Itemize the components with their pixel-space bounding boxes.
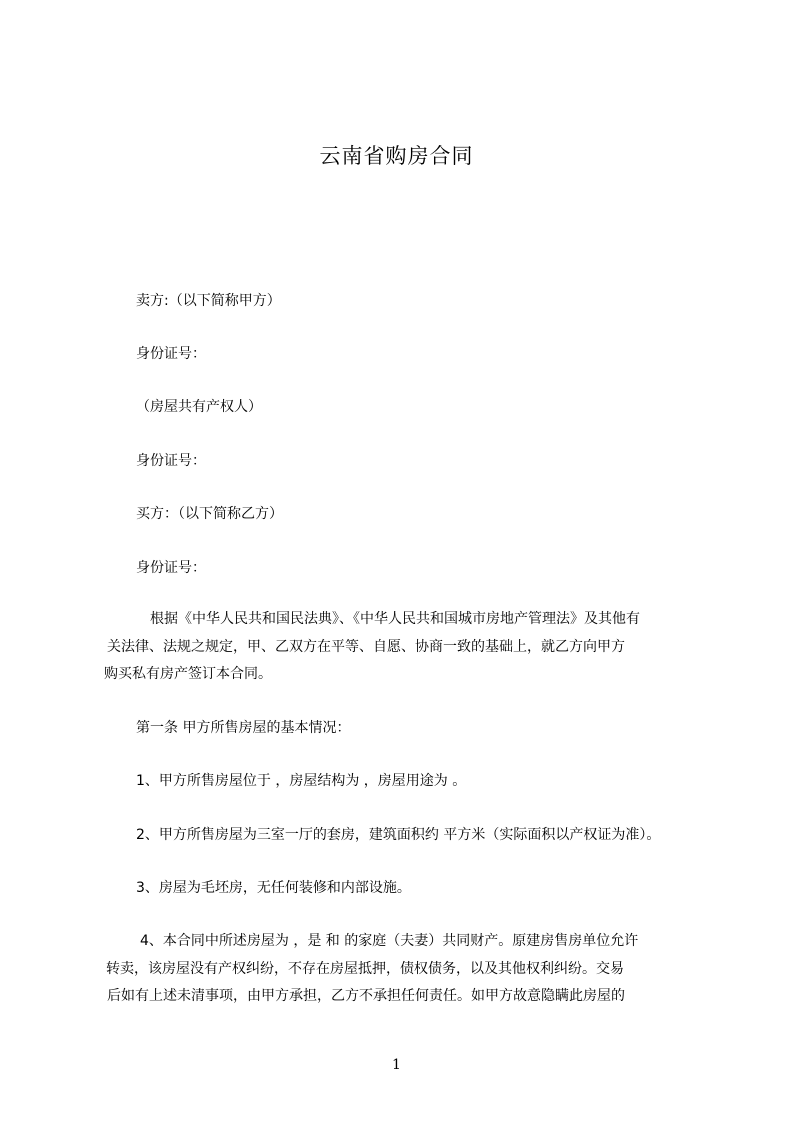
seller-id-label: 身份证号： [136,346,206,362]
co-owner-label: （房屋共有产权人） [136,399,262,415]
item-4-line: 转卖，该房屋没有产权纠纷，不存在房屋抵押，债权债务，以及其他权利纠纷。交易 [106,961,624,977]
contract-title: 云南省购房合同 [319,144,474,168]
article-1-item-3: 3、房屋为毛坯房，无任何装修和内部设施。 [136,880,411,896]
article-1-item-2: 2、甲方所售房屋为三室一厅的套房，建筑面积约 平方米（实际面积以产权证为准）。 [136,827,661,843]
article-1-heading: 第一条 甲方所售房屋的基本情况： [136,720,351,736]
item-4-line: 后如有上述未清事项，由甲方承担，乙方不承担任何责任。如甲方故意隐瞒此房屋的 [107,988,625,1004]
buyer-label: 买方：（以下简称乙方） [136,506,283,522]
article-1-item-1: 1、甲方所售房屋位于 ，房屋结构为 ，房屋用途为 。 [136,773,467,789]
intro-line: 关法律、法规之规定，甲、乙双方在平等、自愿、协商一致的基础上，就乙方向甲方 [107,639,625,655]
item-4-line: 4、本合同中所述房屋为 ，是 和 的家庭（夫妻）共同财产。原建房售房单位允许 [140,933,639,949]
intro-line: 购买私有房产签订本合同。 [104,666,272,682]
buyer-id-label: 身份证号： [136,560,206,576]
page-number: 1 [392,1057,401,1073]
co-owner-id-label: 身份证号： [136,453,206,469]
seller-label: 卖方:（以下简称甲方） [136,293,281,309]
intro-line: 根据《中华人民共和国民法典》、《中华人民共和国城市房地产管理法》及其他有 [150,611,640,627]
